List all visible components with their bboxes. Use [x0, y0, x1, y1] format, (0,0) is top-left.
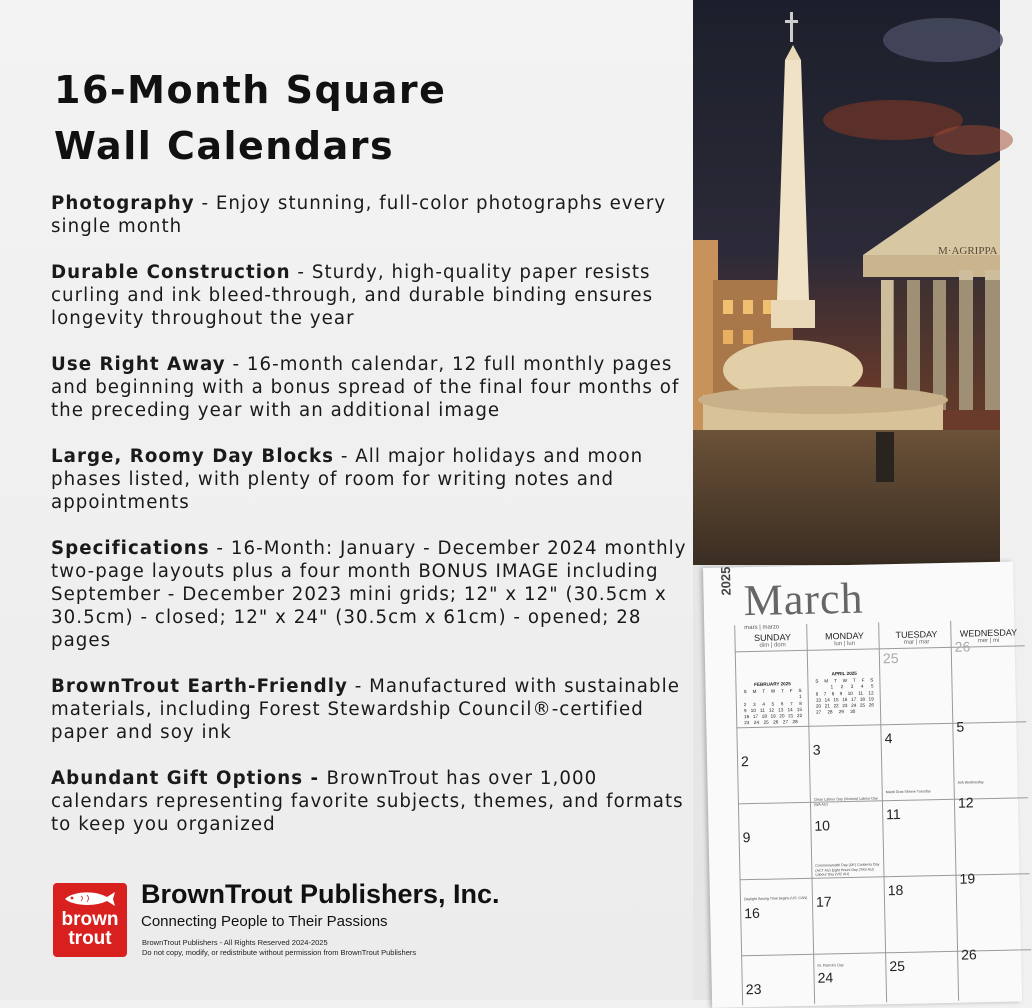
- day-number: 4: [884, 730, 893, 747]
- mini-row: 9 10 11 12 13 14 15: [743, 706, 803, 713]
- photo-inscription: M·AGRIPPA: [938, 245, 998, 257]
- calendar-year: 2025: [717, 566, 734, 596]
- mini-row: 20 21 22 23 24 25 26: [815, 702, 874, 709]
- mini-title: APRIL 2025: [831, 670, 857, 677]
- day-number: 9: [742, 829, 751, 846]
- feature-item: [51, 675, 691, 744]
- feature-item: [51, 261, 691, 330]
- feature-text: - Sturdy, high-quality paper resists curling and ink bleed-through, and durable binding ensures longevity throughout the year: [51, 262, 654, 329]
- calendar-preview: [693, 0, 1018, 1000]
- mini-row: 1 2 3 4 5: [830, 683, 874, 690]
- calendar-photo: [693, 0, 1000, 565]
- day-number: 18: [887, 881, 904, 899]
- legal-line-2: Do not copy, modify, or redistribute without permission from BrownTrout Publishers: [142, 948, 417, 957]
- day-name: WEDNESDAY: [959, 627, 1018, 639]
- feature-text: - 16-Month: January - December 2024 monthly two-page layouts plus a four month BONUS IMAGE including September - December 2023 mini grids; 12" x 12" (30.5cm x 30.5cm) - closed; 12" x 24" (30.5cm x 61cm) - opened; 28 pages: [51, 538, 687, 651]
- mini-calendar-april: [815, 670, 874, 716]
- feature-list: [51, 192, 691, 859]
- feature-heading: Use Right Away: [51, 354, 226, 375]
- feature-heading: Photography: [51, 193, 195, 214]
- mini-row: 27 28 29 30: [815, 709, 856, 715]
- holiday-note: Clean Labour Day (Victoria) Labour Day (WA AU): [813, 796, 878, 807]
- holiday-note: Daylight Saving Time begins (US, CAN): [743, 895, 808, 902]
- feature-item: [51, 445, 691, 514]
- mini-row: 2 3 4 5 6 7 8: [743, 700, 802, 707]
- day-name: MONDAY: [824, 630, 864, 642]
- day-number: 16: [744, 904, 760, 922]
- calendar-month-sub: mars | marzo: [744, 624, 780, 632]
- day-sub: mar | mar: [903, 639, 930, 646]
- mini-row: 23 24 25 26 27 28: [744, 719, 798, 726]
- day-number: 11: [886, 805, 901, 823]
- feature-item: [51, 537, 691, 652]
- mini-row: 13 14 15 16 17 18 19: [815, 696, 874, 703]
- day-number: 12: [957, 794, 974, 811]
- day-number: 25: [882, 649, 899, 667]
- holiday-note: Mardi Gras Shrove Tuesday: [885, 789, 931, 795]
- day-number: 26: [960, 946, 977, 963]
- page-title: [54, 62, 674, 174]
- grid-line: [806, 624, 815, 1004]
- day-number: 26: [954, 638, 971, 655]
- feature-item: [51, 767, 691, 836]
- grid-line: [734, 625, 743, 1005]
- feature-text: - 16-month calendar, 12 full monthly pages and beginning with a bonus spread of the final four months of the preceding year with an additional image: [51, 354, 680, 421]
- mini-row: 1: [799, 694, 802, 700]
- brand-footer: [53, 879, 693, 993]
- feature-text: - Enjoy stunning, full-color photographs every single month: [51, 193, 667, 237]
- day-header-monday: [808, 630, 880, 648]
- legal-notice: [142, 938, 562, 958]
- day-number: 10: [814, 817, 831, 834]
- day-header-sunday: [736, 632, 808, 650]
- day-name: SUNDAY: [753, 632, 791, 643]
- day-sub: dim | dom: [759, 642, 786, 649]
- feature-text: - All major holidays and moon phases listed, with plenty of room for writing notes and appointments: [51, 446, 644, 513]
- feature-heading: Large, Roomy Day Blocks: [51, 446, 335, 467]
- day-sub: lun | lun: [834, 640, 856, 648]
- day-number: 23: [745, 980, 762, 998]
- title-line-1: 16-Month Square: [54, 68, 447, 112]
- day-number: 24: [817, 969, 834, 986]
- trout-icon: [61, 887, 119, 911]
- day-sub: mer | mi: [977, 637, 1000, 645]
- mini-calendar-february: [743, 681, 802, 727]
- title-line-2: Wall Calendars: [54, 124, 395, 168]
- holiday-note: Commonwealth Day (UK) Canberra Day (ACT AU) Eight Hours Day (TAS AU) Labour Day (VIC AU): [815, 862, 880, 877]
- day-number: 19: [959, 870, 976, 887]
- holiday-note: Ash Wednesday: [957, 780, 984, 785]
- feature-text: BrownTrout has over 1,000 calendars representing favorite subjects, themes, and formats to keep you organized: [51, 768, 684, 835]
- holiday-note: St. Patrick's Day: [817, 963, 844, 968]
- day-number: 5: [956, 718, 965, 735]
- calendar-month: March: [743, 573, 865, 626]
- logo-text-trout: trout: [68, 928, 112, 949]
- feature-heading: Specifications: [51, 538, 210, 559]
- day-number: 17: [815, 893, 832, 910]
- feature-heading: Durable Construction: [51, 262, 291, 283]
- mini-title: FEBRUARY 2025: [754, 681, 791, 687]
- day-number: 3: [812, 741, 821, 758]
- day-name: TUESDAY: [895, 629, 938, 640]
- feature-heading: Abundant Gift Options -: [51, 768, 327, 789]
- feature-heading: BrownTrout Earth-Friendly: [51, 676, 348, 697]
- browntrout-logo: [53, 883, 127, 957]
- tagline: Connecting People to Their Passions: [141, 913, 388, 930]
- mini-header-row: S M T W T F S: [815, 677, 874, 684]
- calendar-page: [703, 562, 1022, 1008]
- day-number: 25: [889, 957, 906, 975]
- feature-text: - Manufactured with sustainable materials, including Forest Stewardship Council®-certified paper and soy ink: [51, 676, 680, 743]
- pantheon-photo: [693, 0, 1000, 565]
- feature-item: [51, 353, 691, 422]
- mini-header-row: S M T W T F S: [743, 688, 802, 695]
- mini-row: 6 7 8 9 10 11 12: [815, 690, 874, 697]
- logo-text-brown: brown: [61, 909, 119, 930]
- day-number: 2: [740, 753, 750, 770]
- feature-item: [51, 192, 691, 238]
- grid-line: [950, 621, 959, 1001]
- mini-row: 16 17 18 19 20 21 22: [744, 712, 803, 720]
- company-name: BrownTrout Publishers, Inc.: [141, 879, 500, 909]
- day-header-tuesday: [880, 629, 952, 647]
- legal-line-1: BrownTrout Publishers - All Rights Reserved 2024-2025: [142, 938, 328, 947]
